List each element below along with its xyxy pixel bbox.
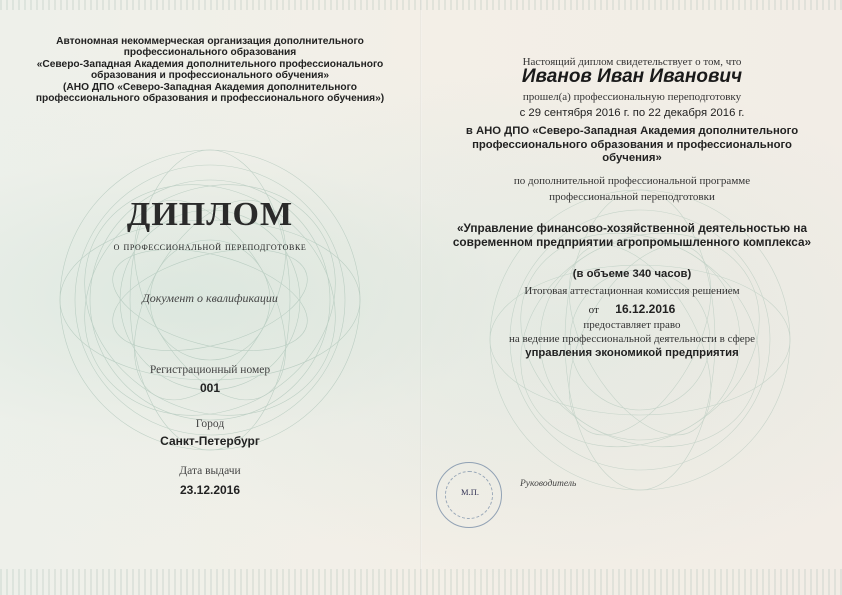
reg-number-label: Регистрационный номер (149, 364, 271, 376)
left-guilloche-rosette (40, 110, 380, 470)
document-title: ДИПЛОМ (126, 196, 294, 233)
graduate-name: Иванов Иван Иванович (521, 66, 743, 87)
course-line: современном предприятии агропромышленного комплекса» (452, 235, 812, 249)
org-line: профессионального образования и профессионального обучения») (35, 93, 385, 105)
intro-text: Настоящий диплом свидетельствует о том, что (522, 56, 742, 68)
training-org-line: профессионального образования и профессионального (472, 138, 792, 151)
course-line: «Управление финансово-хозяйственной деятельностью на (456, 221, 808, 235)
org-line: «Северо-Западная Академия дополнительного профессионального (36, 58, 384, 70)
commission-text: Итоговая аттестационная комиссия решением (524, 285, 740, 297)
document-subtitle: о профессиональной переподготовке (113, 241, 307, 253)
from-label: от (588, 304, 599, 316)
signer-label: Руководитель (520, 479, 577, 489)
training-org-line: обучения» (602, 152, 662, 164)
study-period (436, 107, 828, 121)
center-fold (420, 0, 422, 595)
issue-date-label: Дата выдачи (179, 465, 241, 477)
org-line: образования и профессионального обучения» (90, 70, 330, 82)
stamp-seal (436, 462, 502, 528)
org-line: профессионального образования (123, 47, 297, 59)
issue-date-value: 23.12.2016 (179, 483, 241, 497)
city-label: Город (195, 418, 225, 430)
reg-number-value: 001 (199, 381, 221, 395)
program-line: профессиональной переподготовки (549, 191, 715, 203)
course-title (436, 221, 828, 249)
org-line: Автономная некоммерческая организация дополнительного (56, 36, 364, 47)
org-line: (АНО ДПО «Северо-Западная Академия дополнительного (63, 81, 357, 93)
issuing-organization (20, 36, 400, 104)
passed-text: прошел(а) профессиональную переподготовку (522, 91, 742, 103)
decision-date: 16.12.2016 (615, 302, 676, 316)
city-value: Санкт-Петербург (160, 434, 260, 448)
decision-date-row (436, 302, 828, 316)
study-period-text: с 29 сентября 2016 г. по 22 декабря 2016 г. (519, 107, 745, 119)
training-organization (436, 125, 828, 166)
program-line: по дополнительной профессиональной программе (513, 175, 751, 187)
grants-text: предоставляет право (583, 319, 681, 331)
stamp-label: М.П. (461, 487, 479, 497)
professional-sphere: управления экономикой предприятия (525, 347, 739, 359)
course-hours: (в объеме 340 часов) (572, 268, 692, 280)
program-type (436, 173, 828, 205)
activity-text: на ведение профессиональной деятельности в сфере (508, 333, 756, 345)
qualification-note: Документ о квалификации (142, 291, 278, 305)
training-org-line: в АНО ДПО «Северо-Западная Академия дополнительного (465, 125, 799, 137)
